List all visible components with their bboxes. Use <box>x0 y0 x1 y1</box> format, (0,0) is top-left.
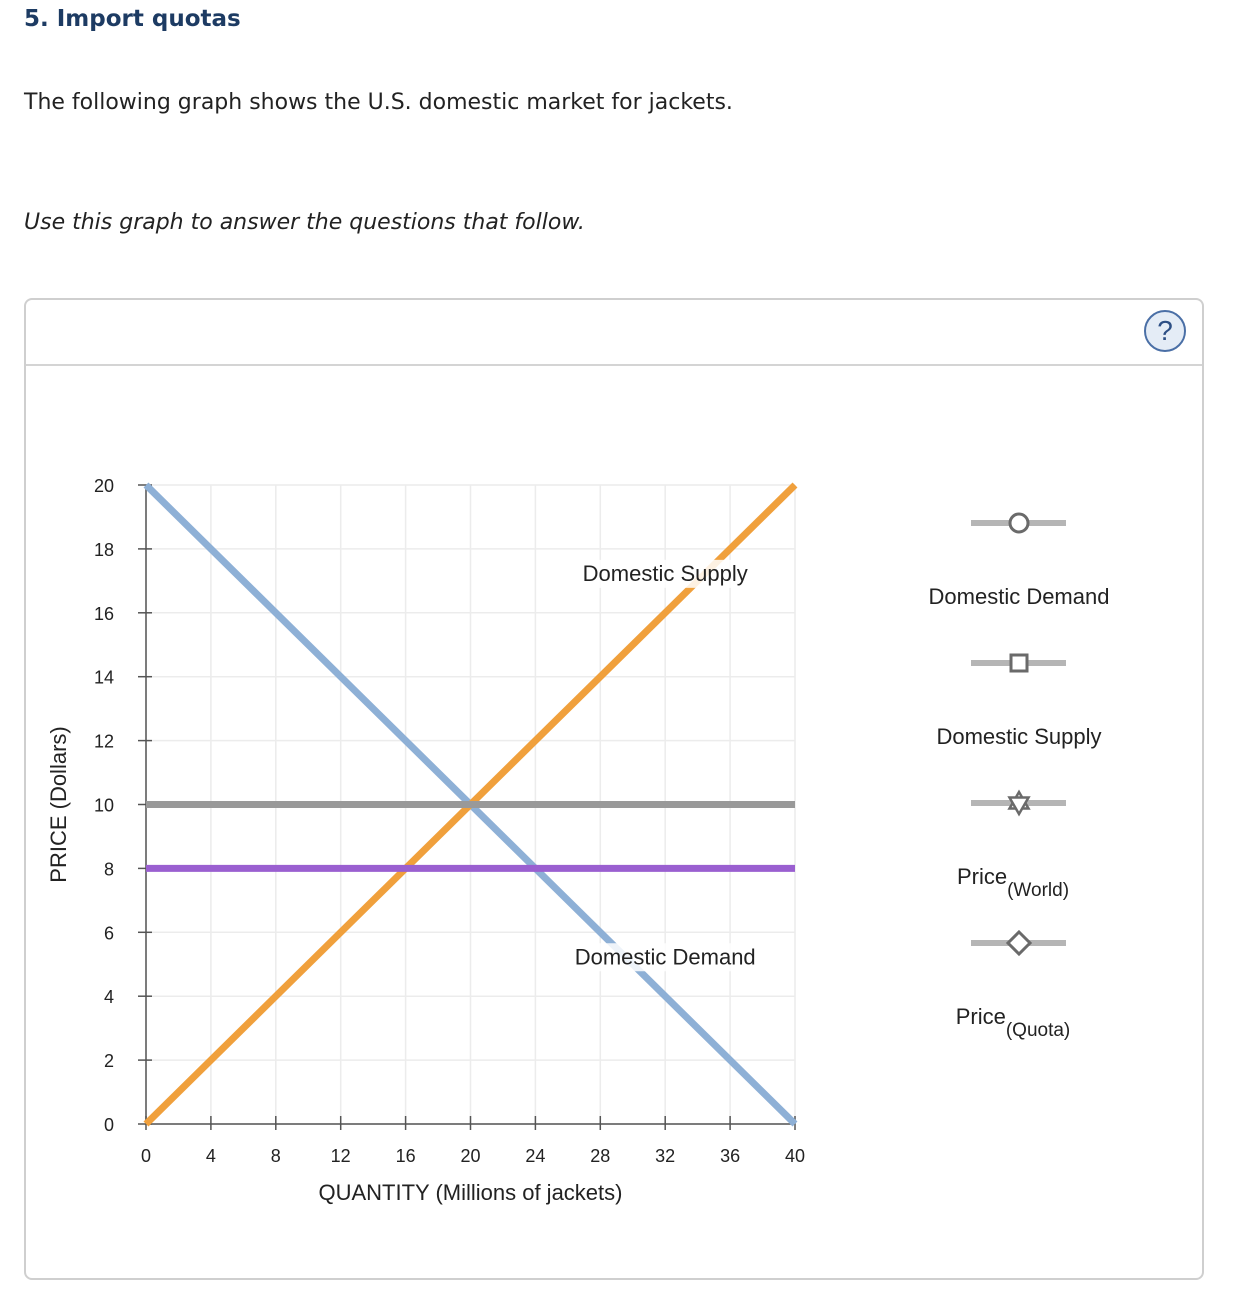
y-tick-label: 12 <box>93 731 114 752</box>
legend-label: Domestic Supply <box>936 724 1102 749</box>
y-tick-label: 0 <box>103 1115 114 1135</box>
legend-label: Price(World) <box>956 864 1070 901</box>
y-tick-label: 10 <box>93 795 114 816</box>
y-tick-label: 8 <box>103 859 114 880</box>
y-axis-title: PRICE (Dollars) <box>46 726 71 883</box>
legend-palette <box>929 514 1110 1041</box>
legend-label: Domestic Demand <box>928 584 1110 609</box>
curve-label: Domestic Demand <box>574 944 756 970</box>
y-tick-label: 16 <box>93 603 114 624</box>
x-tick-label: 24 <box>525 1146 546 1166</box>
x-tick-label: 32 <box>655 1146 676 1166</box>
curve-label: Domestic Supply <box>582 560 748 586</box>
help-icon: ? <box>1157 315 1173 346</box>
legend-subscript: (World) <box>1007 880 1070 901</box>
instruction-text: Use this graph to answer the questions that follow. <box>24 210 585 235</box>
y-tick-label: 20 <box>93 476 114 496</box>
y-tick-label: 18 <box>93 539 114 560</box>
y-tick-label: 6 <box>103 923 114 944</box>
legend-item-diamond[interactable] <box>956 932 1071 1041</box>
legend-subscript: (Quota) <box>1005 1020 1071 1041</box>
x-tick-label: 4 <box>205 1146 216 1166</box>
x-axis-title: QUANTITY (Millions of jackets) <box>318 1180 623 1205</box>
y-tick-label: 4 <box>103 987 114 1008</box>
x-tick-label: 36 <box>720 1146 741 1166</box>
legend-item-circle[interactable] <box>929 514 1110 609</box>
y-tick-label: 14 <box>93 667 114 688</box>
x-tick-label: 8 <box>270 1146 281 1166</box>
intro-text: The following graph shows the U.S. domestic market for jackets. <box>24 90 733 115</box>
square-marker-icon <box>1011 655 1027 671</box>
legend-item-square[interactable] <box>936 655 1101 749</box>
legend-label: Price(Quota) <box>955 1004 1071 1041</box>
x-tick-label: 20 <box>460 1146 481 1166</box>
legend-item-star[interactable] <box>957 792 1069 901</box>
x-tick-label: 40 <box>784 1146 806 1166</box>
x-tick-label: 28 <box>590 1146 611 1166</box>
x-tick-label: 16 <box>395 1146 416 1166</box>
diamond-marker-icon <box>1008 932 1030 954</box>
x-tick-label: 0 <box>140 1146 152 1166</box>
y-tick-label: 2 <box>103 1051 114 1072</box>
circle-marker-icon <box>1010 514 1028 532</box>
question-heading: 5. Import quotas <box>24 6 241 32</box>
x-tick-label: 12 <box>330 1146 351 1166</box>
